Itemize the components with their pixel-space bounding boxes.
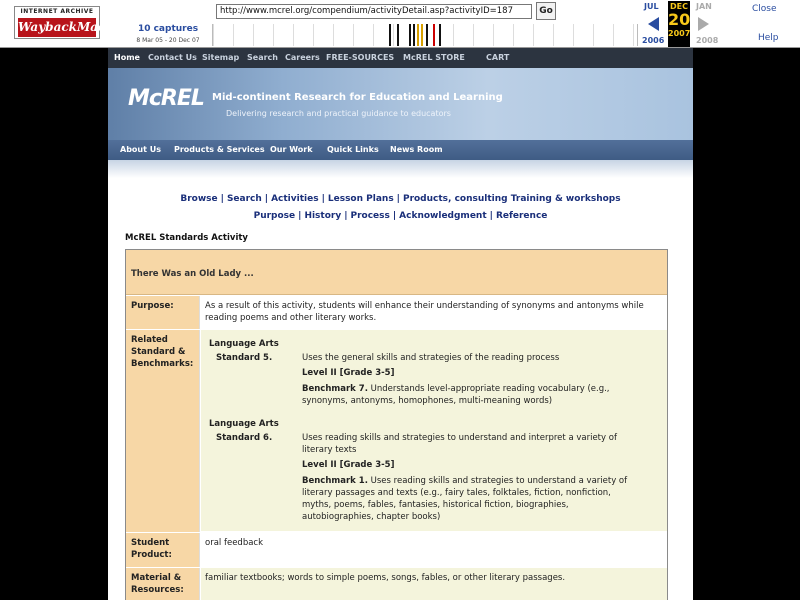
current-day: 20 xyxy=(668,10,691,29)
standard-text-line: literary texts xyxy=(302,445,357,455)
nav-home[interactable]: Home xyxy=(114,53,140,62)
capture-timeline[interactable] xyxy=(212,24,638,46)
go-button[interactable]: Go xyxy=(536,2,556,20)
nav-careers[interactable]: Careers xyxy=(285,53,320,62)
link-products-training[interactable]: Products, consulting Training & workshops xyxy=(402,194,621,204)
purpose-row xyxy=(126,296,667,329)
subnav-our-work[interactable]: Our Work xyxy=(270,145,313,154)
standard-number: Standard 6. xyxy=(216,433,273,443)
benchmark-text-line: synonyms, antonyms, homophones, multi-meaning words) xyxy=(302,396,553,406)
compendium-links-row-2: Purpose | History | Process | Acknowledgment | Reference xyxy=(253,211,548,221)
page-heading: McREL Standards Activity xyxy=(125,233,248,243)
wayback-logo-main: WaybackMachine xyxy=(18,18,96,37)
product-label-cell xyxy=(126,533,200,567)
nav-sitemap[interactable]: Sitemap xyxy=(202,53,240,62)
current-year: 2007 xyxy=(668,29,691,38)
standard-text: Uses the general skills and strategies of the reading process xyxy=(302,353,560,363)
related-label-cell xyxy=(126,330,200,532)
standard-subject: Language Arts xyxy=(209,339,279,349)
link-browse[interactable]: Browse xyxy=(180,194,218,204)
banner-fade xyxy=(108,160,693,178)
timeline-capture-mark xyxy=(421,24,423,46)
nav-cart[interactable]: CART xyxy=(486,53,510,62)
subnav-quick-links[interactable]: Quick Links xyxy=(327,145,379,154)
next-year-label: 2008 xyxy=(696,36,719,45)
material-label: Material & Resources: xyxy=(131,573,184,595)
timeline-capture-mark xyxy=(413,24,415,46)
timeline-capture-mark xyxy=(409,24,411,46)
close-link[interactable]: Close xyxy=(752,4,777,14)
wayback-toolbar xyxy=(0,0,800,48)
related-value-cell xyxy=(201,330,667,532)
standard-number: Standard 5. xyxy=(216,353,273,363)
mcrel-logo-text: McREL xyxy=(128,86,204,111)
captures-range: 8 Mar 05 - 20 Dec 07 xyxy=(136,37,200,44)
grade-level: Level II [Grade 3-5] xyxy=(302,368,395,378)
related-standards-row xyxy=(126,330,667,532)
mcrel-logo[interactable] xyxy=(128,86,204,111)
activity-title: There Was an Old Lady ... xyxy=(131,269,254,279)
product-value: oral feedback xyxy=(205,538,264,548)
nav-mcrel-store[interactable]: McREL STORE xyxy=(403,53,465,62)
material-label-cell xyxy=(126,568,200,600)
link-acknowledgment[interactable]: Acknowledgment xyxy=(399,211,487,221)
material-value-cell xyxy=(201,568,667,600)
timeline-current-mark xyxy=(433,24,435,46)
standard-subject: Language Arts xyxy=(209,419,279,429)
benchmark-line: Benchmark 7. Understands level-appropriate reading vocabulary (e.g., xyxy=(302,384,610,394)
subnav-about-us[interactable]: About Us xyxy=(120,145,161,154)
link-reference[interactable]: Reference xyxy=(495,211,548,221)
timeline-capture-mark xyxy=(389,24,391,46)
section-nav xyxy=(108,140,693,160)
link-process[interactable]: Process xyxy=(350,211,390,221)
current-month: DEC xyxy=(670,2,688,11)
url-input[interactable]: http://www.mcrel.org/compendium/activityDetail.asp?activityID=187 xyxy=(216,4,532,19)
benchmark-text-line: literary passages and texts (e.g., fairy tales, folktales, fiction, nonfiction, xyxy=(302,488,611,498)
timeline-capture-mark xyxy=(439,24,441,46)
related-label: Related Standard & Benchmarks: xyxy=(131,335,194,369)
link-history[interactable]: History xyxy=(304,211,342,221)
purpose-text-line: As a result of this activity, students will enhance their understanding of synonyms and antonyms while xyxy=(205,301,644,311)
banner xyxy=(108,68,693,140)
top-nav xyxy=(108,48,693,68)
activity-title-row xyxy=(126,250,667,295)
next-month-label: JAN xyxy=(696,2,712,11)
current-capture-date xyxy=(668,1,690,47)
product-value-cell xyxy=(201,533,667,567)
material-value: familiar textbooks; words to simple poems, songs, fables, or other literary passages. xyxy=(205,573,566,583)
compendium-links-row-1: Browse | Search | Activities | Lesson Plans | Products, consulting Training & workshops xyxy=(180,194,621,204)
prev-month-link[interactable]: JUL xyxy=(644,2,659,11)
link-activities[interactable]: Activities xyxy=(271,194,319,204)
purpose-value-cell xyxy=(201,296,667,329)
help-link[interactable]: Help xyxy=(758,33,779,43)
nav-search[interactable]: Search xyxy=(247,53,278,62)
wayback-logo-top: INTERNET ARCHIVE xyxy=(20,8,94,15)
link-search[interactable]: Search xyxy=(226,194,262,204)
timeline-capture-mark xyxy=(397,24,399,46)
wayback-logo[interactable] xyxy=(14,6,135,39)
link-purpose[interactable]: Purpose xyxy=(253,211,296,221)
activity-table xyxy=(125,249,668,600)
benchmark-text-line: autobiographies, chapter books) xyxy=(302,512,441,522)
standard-text-line: Uses reading skills and strategies to understand and interpret a variety of xyxy=(302,433,617,443)
product-label: Student Product: xyxy=(131,538,172,560)
timeline-capture-mark xyxy=(417,24,419,46)
next-capture-arrow-icon xyxy=(698,17,709,31)
prev-capture-arrow-icon[interactable] xyxy=(648,17,659,31)
nav-free-sources[interactable]: FREE-SOURCES xyxy=(326,53,395,62)
purpose-label-cell xyxy=(126,296,200,329)
nav-contact-us[interactable]: Contact Us xyxy=(148,53,197,62)
purpose-text-line: reading poems and other literary works. xyxy=(205,313,377,323)
banner-title: Mid-continent Research for Education and Learning xyxy=(212,92,503,103)
timeline-capture-mark xyxy=(426,24,428,46)
material-row xyxy=(126,568,667,600)
student-product-row xyxy=(126,533,667,567)
mcrel-page xyxy=(108,48,693,600)
subnav-products-services[interactable]: Products & Services xyxy=(174,145,265,154)
link-lesson-plans[interactable]: Lesson Plans xyxy=(327,194,394,204)
banner-tagline: Delivering research and practical guidance to educators xyxy=(226,109,451,118)
subnav-news-room[interactable]: News Room xyxy=(390,145,443,154)
grade-level: Level II [Grade 3-5] xyxy=(302,460,395,470)
purpose-label: Purpose: xyxy=(131,301,174,311)
prev-year-link[interactable]: 2006 xyxy=(642,36,665,45)
captures-link[interactable]: 10 captures xyxy=(137,24,199,34)
benchmark-line: Benchmark 1. Uses reading skills and strategies to understand a variety of xyxy=(302,476,628,486)
benchmark-text-line: myths, poems, fables, fantasies, historical fiction, biographies, xyxy=(302,500,569,510)
